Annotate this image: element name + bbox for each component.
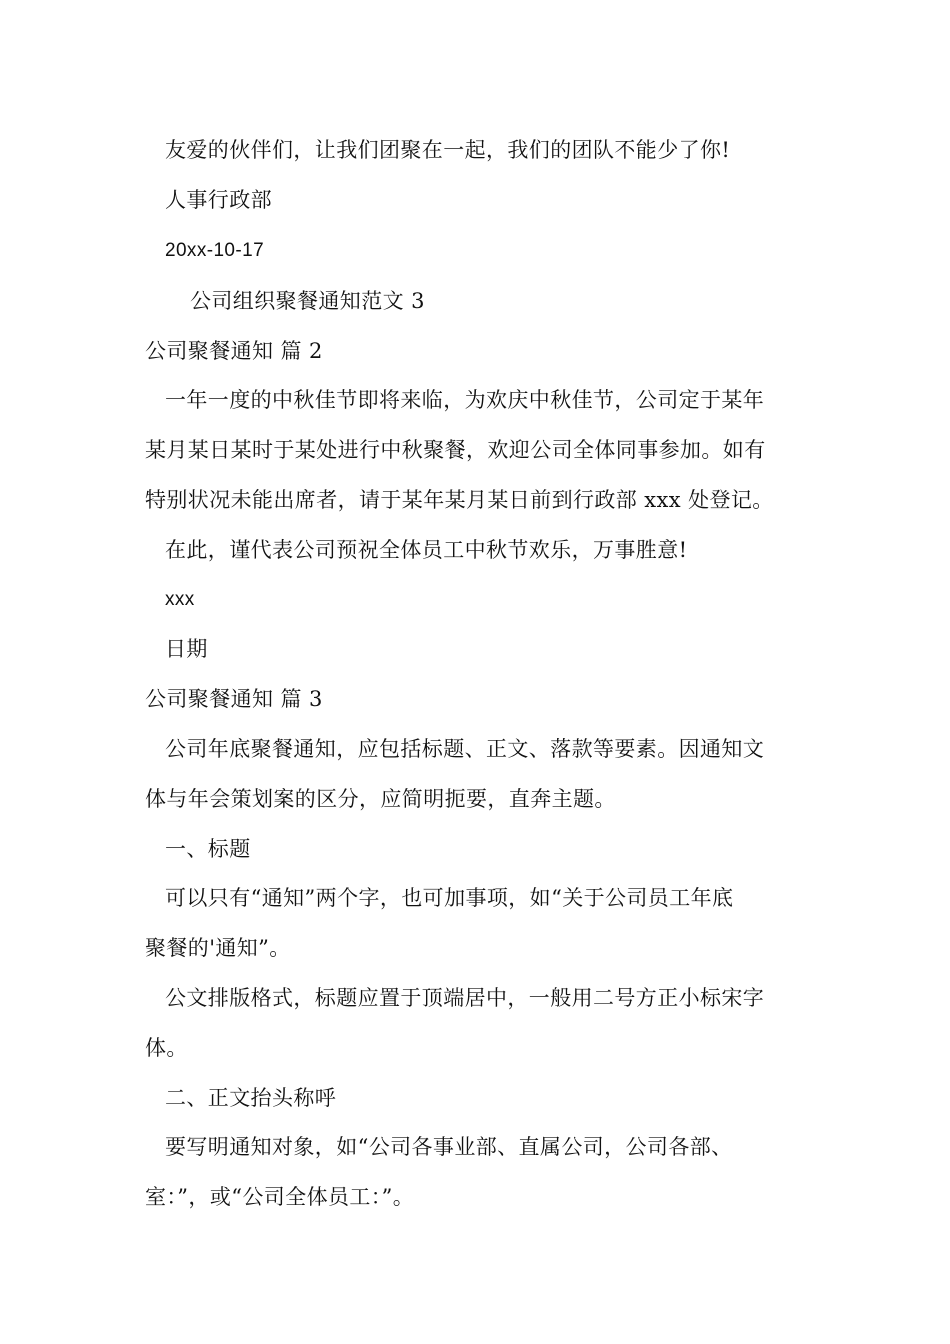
section-title: 公司组织聚餐通知范文 3 (190, 289, 425, 313)
paragraph-line: 体与年会策划案的区分，应简明扼要，直奔主题。 (145, 787, 616, 811)
paragraph-line: 一年一度的中秋佳节即将来临，为欢庆中秋佳节，公司定于某年 (165, 388, 765, 412)
closing-sentence: 友爱的伙伴们，让我们团聚在一起，我们的团队不能少了你! (165, 138, 731, 162)
article-heading-2: 公司聚餐通知 篇 2 (145, 339, 323, 363)
paragraph-line: 可以只有“通知”两个字，也可加事项，如“关于公司员工年底 (165, 886, 734, 910)
paragraph-line: 要写明通知对象，如“公司各事业部、直属公司，公司各部、 (165, 1135, 733, 1159)
paragraph-line: 公司年底聚餐通知，应包括标题、正文、落款等要素。因通知文 (165, 737, 765, 761)
signature-date: 20xx-10-17 (165, 240, 265, 261)
paragraph-line: 聚餐的'通知”。 (145, 936, 291, 960)
article-heading-3: 公司聚餐通知 篇 3 (145, 687, 323, 711)
subheading: 一、标题 (165, 837, 251, 861)
paragraph-line: 室：”，或“公司全体员工：”。 (145, 1185, 415, 1209)
signature-name: xxx (165, 589, 195, 610)
paragraph-line: 特别状况未能出席者，请于某年某月某日前到行政部 xxx 处登记。 (145, 488, 774, 512)
paragraph-line: 公文排版格式，标题应置于顶端居中，一般用二号方正小标宋字 (165, 986, 765, 1010)
signature-department: 人事行政部 (165, 188, 272, 212)
paragraph-line: 体。 (145, 1036, 188, 1060)
signature-date-label: 日期 (165, 637, 208, 661)
paragraph-line: 在此，谨代表公司预祝全体员工中秋节欢乐，万事胜意! (165, 538, 688, 562)
paragraph-line: 某月某日某时于某处进行中秋聚餐，欢迎公司全体同事参加。如有 (145, 438, 766, 462)
subheading: 二、正文抬头称呼 (165, 1086, 337, 1110)
